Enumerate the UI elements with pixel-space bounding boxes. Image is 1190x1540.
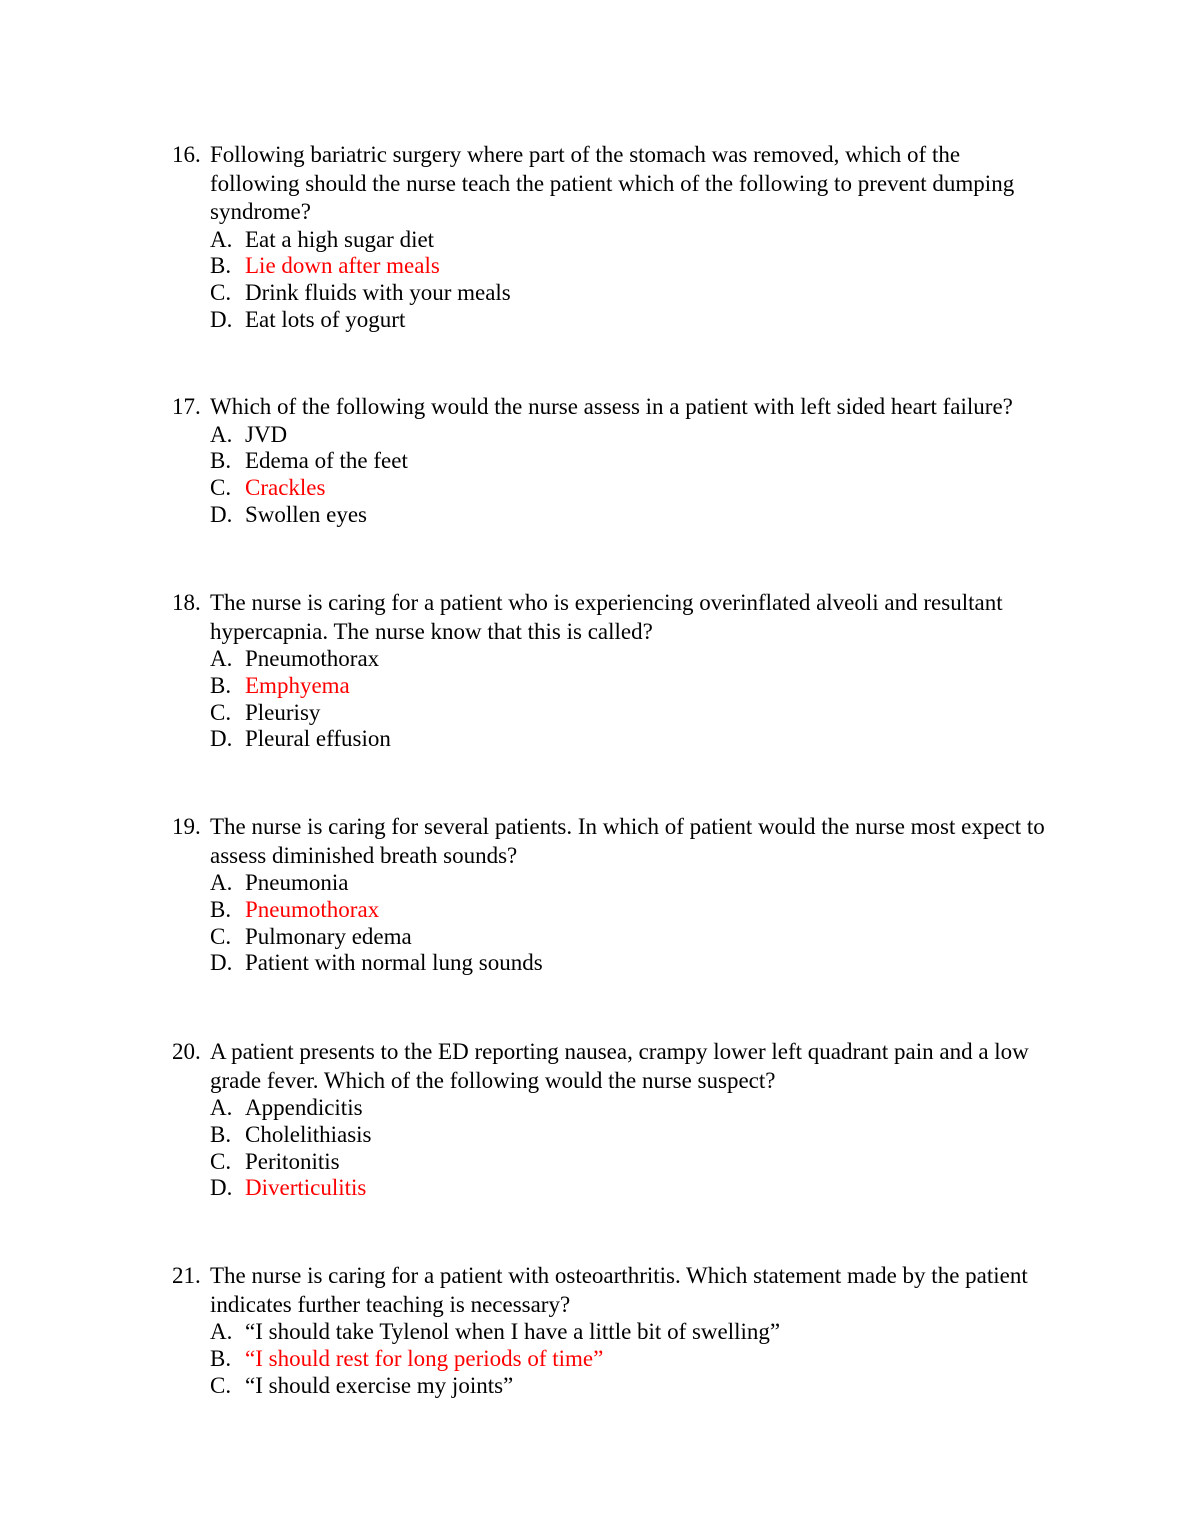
question-number: 17. — [172, 394, 201, 419]
answer-options — [172, 870, 1052, 977]
option-text: Pulmonary edema — [245, 923, 412, 949]
question-16 — [172, 141, 1052, 334]
option-text: JVD — [245, 421, 288, 447]
option-letter: D. — [210, 306, 233, 332]
question-number: 21. — [172, 1263, 201, 1288]
answer-options — [172, 1319, 1052, 1399]
answer-options — [172, 1095, 1052, 1202]
answer-option-b — [210, 1122, 1052, 1149]
question-text: The nurse is caring for several patients. In which of patient would the nurse most expect to assess diminished breath sounds? — [210, 814, 1045, 868]
question-number: 18. — [172, 590, 201, 615]
question-21 — [172, 1262, 1052, 1399]
answer-option-a — [210, 1095, 1052, 1122]
answer-option-d-correct — [210, 1175, 1052, 1202]
option-letter: A. — [210, 421, 233, 447]
option-letter: A. — [210, 646, 233, 671]
answer-option-c — [210, 700, 1052, 727]
option-letter: B. — [210, 253, 232, 279]
option-text: Peritonitis — [245, 1148, 340, 1174]
answer-option-b-correct — [210, 673, 1052, 700]
option-text: Pneumothorax — [245, 646, 380, 671]
question-19 — [172, 813, 1052, 977]
option-text: “I should exercise my joints” — [245, 1372, 514, 1398]
question-text: Which of the following would the nurse assess in a patient with left sided heart failure? — [210, 394, 1013, 419]
option-letter: A. — [210, 1319, 233, 1344]
option-letter: A. — [210, 226, 233, 252]
answer-option-c — [210, 924, 1052, 951]
answer-options — [172, 227, 1052, 334]
option-letter: C. — [210, 1148, 232, 1174]
question-stem — [172, 393, 1052, 422]
answer-option-d — [210, 726, 1052, 753]
question-18 — [172, 589, 1052, 753]
answer-option-b-correct — [210, 1346, 1052, 1373]
option-letter: D. — [210, 501, 233, 527]
option-letter: C. — [210, 699, 232, 725]
question-number: 16. — [172, 142, 201, 167]
question-text: The nurse is caring for a patient with osteoarthritis. Which statement made by the patient indicates further teaching is necessary? — [210, 1263, 1028, 1317]
question-17 — [172, 393, 1052, 529]
option-text: Eat lots of yogurt — [245, 306, 406, 332]
option-letter: A. — [210, 870, 233, 895]
option-letter: C. — [210, 1372, 232, 1398]
option-text: Emphyema — [245, 672, 350, 698]
option-letter: A. — [210, 1095, 233, 1120]
answer-option-b-correct — [210, 253, 1052, 280]
question-stem — [172, 1262, 1052, 1319]
option-text: Pleural effusion — [245, 726, 391, 752]
option-text: Drink fluids with your meals — [245, 280, 511, 306]
option-letter: C. — [210, 280, 232, 306]
option-text: Cholelithiasis — [245, 1121, 372, 1147]
option-letter: B. — [210, 448, 232, 474]
answer-option-a — [210, 227, 1052, 254]
question-text: A patient presents to the ED reporting nausea, crampy lower left quadrant pain and a low grade fever. Which of the following would the nurse suspect? — [210, 1039, 1029, 1093]
option-text: Pneumothorax — [245, 896, 380, 922]
question-text: Following bariatric surgery where part of the stomach was removed, which of the following should the nurse teach the patient which of the following to prevent dumping syndrome? — [210, 142, 1015, 224]
answer-option-a — [210, 646, 1052, 673]
option-text: Crackles — [245, 475, 326, 501]
option-letter: B. — [210, 896, 232, 922]
answer-option-d — [210, 950, 1052, 977]
option-letter: D. — [210, 726, 233, 752]
answer-option-a — [210, 1319, 1052, 1346]
question-number: 19. — [172, 814, 201, 839]
option-text: Lie down after meals — [245, 253, 440, 279]
question-stem — [172, 813, 1052, 870]
answer-option-a — [210, 870, 1052, 897]
option-text: Swollen eyes — [245, 501, 368, 527]
option-text: Pleurisy — [245, 699, 321, 725]
option-letter: D. — [210, 950, 233, 976]
question-stem — [172, 1038, 1052, 1095]
answer-option-d — [210, 502, 1052, 529]
answer-options — [172, 646, 1052, 753]
option-text: “I should take Tylenol when I have a little bit of swelling” — [245, 1319, 781, 1344]
question-20 — [172, 1038, 1052, 1202]
option-letter: C. — [210, 475, 232, 501]
option-text: Eat a high sugar diet — [245, 226, 435, 252]
answer-option-a — [210, 422, 1052, 449]
answer-options — [172, 422, 1052, 529]
option-letter: B. — [210, 672, 232, 698]
option-text: Pneumonia — [245, 870, 349, 895]
option-letter: B. — [210, 1121, 232, 1147]
option-text: Edema of the feet — [245, 448, 408, 474]
answer-option-b — [210, 448, 1052, 475]
option-text: Diverticulitis — [245, 1175, 367, 1201]
question-number: 20. — [172, 1039, 201, 1064]
option-letter: B. — [210, 1345, 232, 1371]
answer-option-b-correct — [210, 897, 1052, 924]
question-text: The nurse is caring for a patient who is experiencing overinflated alveoli and resultant hypercapnia. The nurse know that this is called? — [210, 590, 1003, 644]
option-letter: D. — [210, 1175, 233, 1201]
answer-option-c — [210, 1149, 1052, 1176]
option-text: Appendicitis — [245, 1095, 363, 1120]
answer-option-c — [210, 280, 1052, 307]
option-text: Patient with normal lung sounds — [245, 950, 543, 976]
option-letter: C. — [210, 923, 232, 949]
answer-option-c-correct — [210, 475, 1052, 502]
option-text: “I should rest for long periods of time” — [245, 1345, 604, 1371]
question-stem — [172, 589, 1052, 646]
answer-option-c — [210, 1373, 1052, 1400]
question-stem — [172, 141, 1052, 227]
answer-option-d — [210, 307, 1052, 334]
